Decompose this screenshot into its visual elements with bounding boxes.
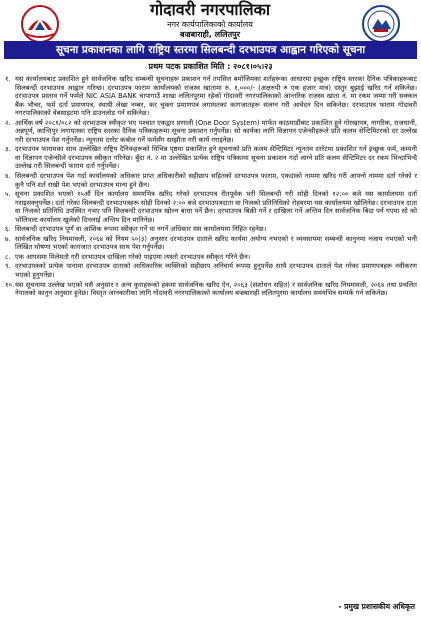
paragraph-8 [5, 253, 417, 262]
paragraph-number: २. [5, 118, 11, 127]
paragraph-5 [5, 190, 417, 224]
paragraph-1 [5, 75, 417, 118]
org-title: गोदावरी नगरपालिका [149, 0, 271, 19]
paragraph-text: दरभाउपत्रको प्रत्येक पानामा दरभाउपत्र दाताको आधिकारिक व्यक्तिको सहीछाप अनिवार्य रूपमा हुनुपर्नेछ साथै दरभाउपत्र दाताले पेश गरेका प्रमाणपत्रहरू नवीकरण भएको हुनुपर्नेछ। [15, 262, 417, 280]
paragraph-text: सिलबन्दी दरभाउपत्र पूर्ण वा आंशिक रूपमा स्वीकृत गर्ने वा नगर्ने अधिकार यस कार्यालयमा निहित रहनेछ। [15, 225, 267, 234]
paragraph-4 [5, 172, 417, 189]
org-subtitle-address: बज्रबाराही, ललितपुर [180, 30, 240, 39]
paragraph-10 [5, 281, 417, 298]
paragraph-number: ७. [5, 234, 11, 243]
paragraph-2 [5, 119, 417, 145]
paragraph-7 [5, 235, 417, 252]
notice-banner: सूचना प्रकाशनका लागि राष्ट्रिय स्तरमा सिलबन्दी दरभाउपत्र आह्वान गरिएको सूचना [4, 41, 417, 59]
paragraph-number: ३. [5, 145, 11, 154]
paragraph-3 [5, 145, 417, 171]
paragraph-text: दरभाउपत्र फारामका साथ उल्लेखित राष्ट्रिय दैनिकहरूको विभिन्न पृष्ठमा प्रकाशित हुने सूचनाको प्रति कलम सेन्टिमिटर न्यूनतम दररेटमा प्रकाशित गर्न इच्छुक फर्म, कम्पनी वा विज्ञापन एजेन्सीले दरभाउपत्र स्वीकृत गरिनेछ। बुँदा नं. २ मा उल्लेखित प्रत्येक राष्ट्रिय पत्रिकामा सूचना प्रकाशन गर्दा लाग्ने प्रति कलम सेन्टिमिटर दर रकम भिन्दाभिन्दै उल्लेख गरी सिलबन्दी फाराम दर्ता गर्नुपर्नेछ। [15, 145, 417, 171]
paragraph-number: ६. [5, 225, 11, 234]
paragraph-number: ८. [5, 252, 11, 261]
paragraph-text: सिलबन्दी दरभाउपत्र पेश गर्दा कार्यालयको अधिकार प्राप्त अधिकारीको सहीछाप सहितको दरभाउपत्र फाराम, एकदाको नाममा खरिद गरी आफ्नो नाममा दर्ता गरेको र कुनै पनि शर्त राखी पेश भएको दरभाउपत्र मान्य हुने छैन। [15, 172, 417, 189]
paragraph-text: यस सूचनामा उल्लेख भएको यसै अनुसार र अन्य कुराहरूको हकमा सार्वजनिक खरिद ऐन, २०६३ (संशोधन सहित) र सार्वजनिक खरिद नियमावली, २०६४ तथा प्रचलित नेपालको कानुन अनुसार हुनेछ। विस्तृत जानकारीका लागि गोदावरी नगरपालिकाको कार्यालय बज्रबाराही ललितपुरमा कार्यालय समयभित्र सम्पर्क गर्न सकिनेछ। [15, 280, 417, 298]
paragraph-number: ४. [5, 172, 11, 181]
paragraph-text: आर्थिक वर्ष २०८१/०८२ को दरभाउपत्र स्वीकृत भए पश्चात एकद्वार प्रणाली (One Door System) मार्फत काठमाडौंबाट प्रकाशित हुने गोरखापत्र, नागरिक, राजधानी, अन्नपूर्ण, कान्तिपुर लगायतका राष्ट्रिय स्तरका दैनिक पत्रिकाहरूमा सूचना प्रकाशन गर्नुपर्नेछ। सो कार्यका लागि विज्ञापन एजेन्सीहरूले प्रति कलम सेन्टिमिटरको दर उल्लेख गरी दरभाउपत्र पेश गर्नुपर्नेछ। न्यूनतम दररेट कबोल गर्ने फर्मसँग सम्झौता गरी कार्य गराइनेछ। [15, 118, 417, 144]
paragraph-text: एक आपसमा मिलेमतो गरी दरभाउपत्र दाखिला गरेको पाइएमा त्यस्तो दरभाउपत्र स्वीकृत गरिने छैन। [15, 252, 251, 261]
org-subtitle-office: नगर कार्यपालिकाको कार्यालय [167, 20, 253, 29]
municipality-emblem-icon [361, 4, 401, 44]
paragraph-number: १०. [5, 280, 15, 289]
paragraph-number: १. [5, 75, 11, 83]
paragraph-number: ९. [5, 262, 11, 271]
paragraph-number: ५. [5, 190, 11, 199]
nepal-emblem-icon [20, 4, 60, 44]
paragraph-6 [5, 225, 417, 234]
notice-body [5, 75, 417, 595]
paragraph-text: सूचना प्रकाशित भएको १५औं दिन कार्यालय समयभित्र खरिद गरेको दरभाउपत्र रीतपूर्वक भरी सिलबन्दी गरी सोही दिनको १२:०० बजे यस कार्यालयमा दर्ता गराइसक्नुपर्नेछ। दर्ता गरेका सिलबन्दी दरभाउपत्रहरू सोही दिनको २:०० बजे दरभाउपत्रदाता वा निजको प्रतिनिधिको रोहवरमा यस कार्यालयमा खोलिनेछ। दरभाउपत्र दाता वा निजको प्रतिनिधि उपस्थित नभए पनि सिलबन्दी दरभाउपत्र खोल्न बाधा पर्ने छैन। दरभाउपत्र बिक्री गर्ने र दाखिला गर्ने अन्तिम दिन सार्वजनिक बिदा पर्न गएमा सो को भोलिपल्ट कार्यालय खुलेको दिनलाई अन्तिम दिन मानिनेछ। [15, 190, 417, 224]
signatory-line: - प्रमुख प्रशासकीय अधिकृत [338, 602, 415, 611]
paragraph-text: यस कार्यालयबाट प्रकाशित हुने सार्वजनिक खरिद सम्बन्धी सूचनाहरू प्रकाशन गर्न तपसिल बमोजिमका शर्तहरूका आधारमा इच्छुक राष्ट्रिय स्तरका दैनिक पत्रिकाहरूबाट सिलबन्दी दरभाउपत्र आह्वान गरिन्छ। दरभाउपत्र फाराम कार्यालयको राजस्व खातामा रु. १,०००/- (अक्षरुपी रु एक हजार मात्र) दस्तुर बुझाई खरिद गर्न सकिनेछ। दरभाउपत्र प्रस्ताव गर्ने फर्मले NIC ASIA BANK चापागाउँ शाखा ललितपुरमा रहेको गोदावरी नगरपालिकाको आन्तरिक राजस्व खाता नं. मा रकम जम्मा गरी सक्कल बैंक भौचर, फर्म दर्ता प्रमाणपत्र, स्थायी लेखा नम्बर, कर चुक्ता प्रमाणपत्र लगायतका कागजातहरू संलग्न गरी आवेदन दिन सकिनेछ। दरभाउपत्र फाराम गोदावरी नगरपालिकाको वेबसाइटमा पनि डाउनलोड गर्न सकिनेछ। [15, 75, 417, 118]
publication-date-line: प्रथम पटक प्रकाशित मिति : २०८१।०५।२३ [148, 62, 273, 71]
paragraph-9 [5, 262, 417, 279]
paragraph-text: सार्वजनिक खरिद नियमावली, २०६४ को नियम ५०(३) अनुसार दरभाउपत्र दाताले खरिद कार्यमा अयोग्य नभएको र व्यवसायमा सम्बन्धी कानुनमा नजाय नभएको भनी लिखित घोषणा भएको कागजात दरभाउपत्र साथ पेश गर्नुपर्नेछ। [15, 234, 417, 252]
